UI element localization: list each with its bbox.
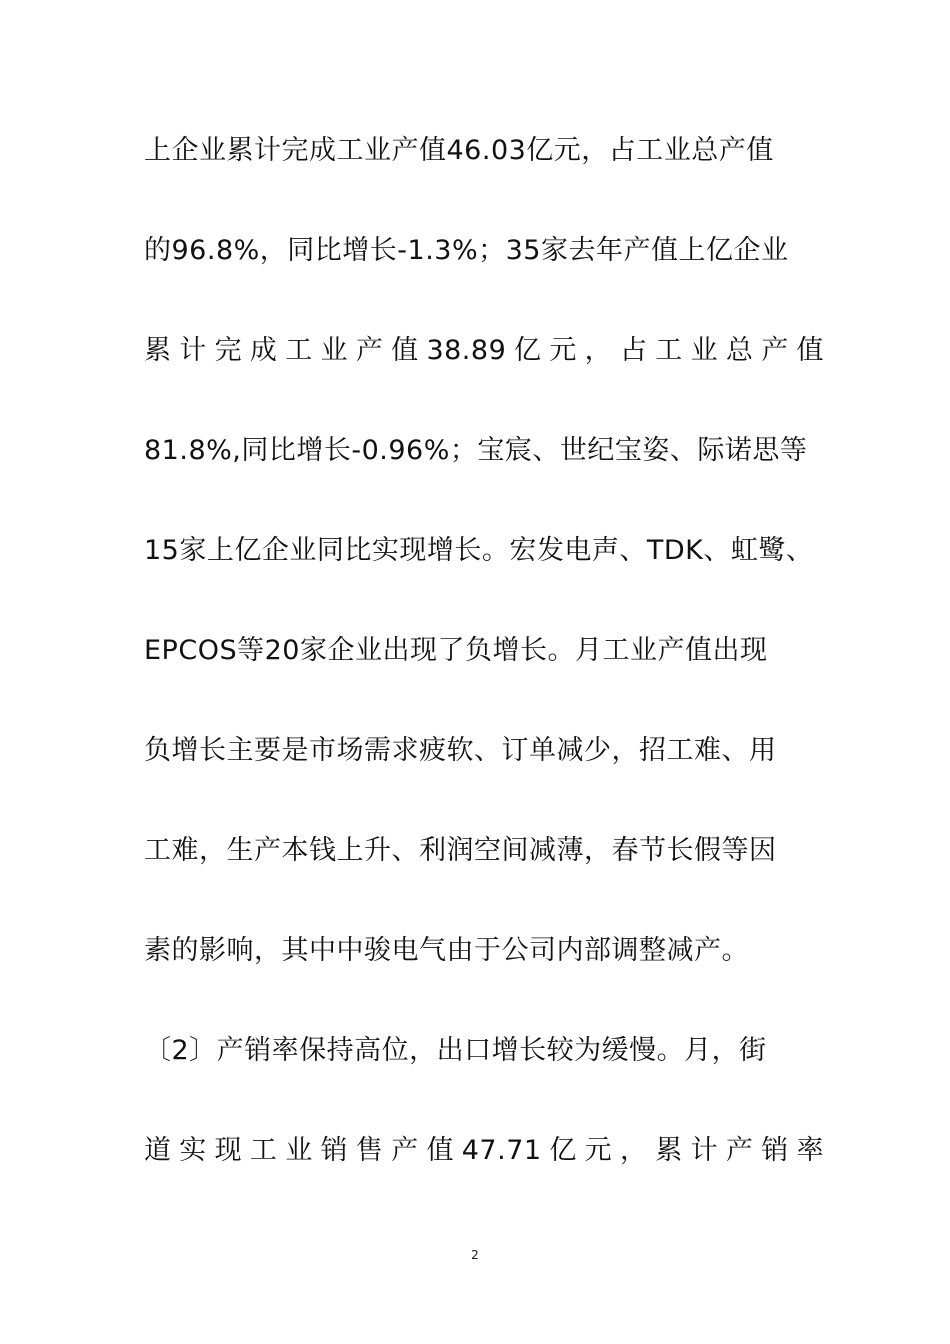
text-line-2: 的96.8%，同比增长-1.3%；35家去年产值上亿企业 [144, 235, 789, 266]
text-line-9: 素的影响，其中中骏电气由于公司内部调整减产。 [144, 935, 749, 966]
text-line-6: EPCOS等20家企业出现了负增长。月工业产值出现 [144, 635, 768, 666]
text-line-10: 〔2〕产销率保持高位，出口增长较为缓慢。月，街 [144, 1035, 767, 1066]
page-number: 2 [471, 1248, 479, 1262]
text-line-4: 81.8%,同比增长-0.96%；宝宸、世纪宝姿、际诺思等 [144, 435, 808, 466]
text-line-7: 负增长主要是市场需求疲软、订单减少，招工难、用 [144, 735, 777, 766]
text-line-8: 工难，生产本钱上升、利润空间减薄，春节长假等因 [144, 835, 777, 866]
text-line-11: 道实现工业销售产值47.71亿元，累计产销率 [144, 1135, 824, 1166]
text-line-1: 上企业累计完成工业产值46.03亿元，占工业总产值 [144, 135, 774, 166]
text-line-3: 累计完成工业产值38.89亿元，占工业总产值 [144, 335, 824, 366]
text-line-5: 15家上亿企业同比实现增长。宏发电声、TDK、虹鹭、 [144, 535, 814, 566]
